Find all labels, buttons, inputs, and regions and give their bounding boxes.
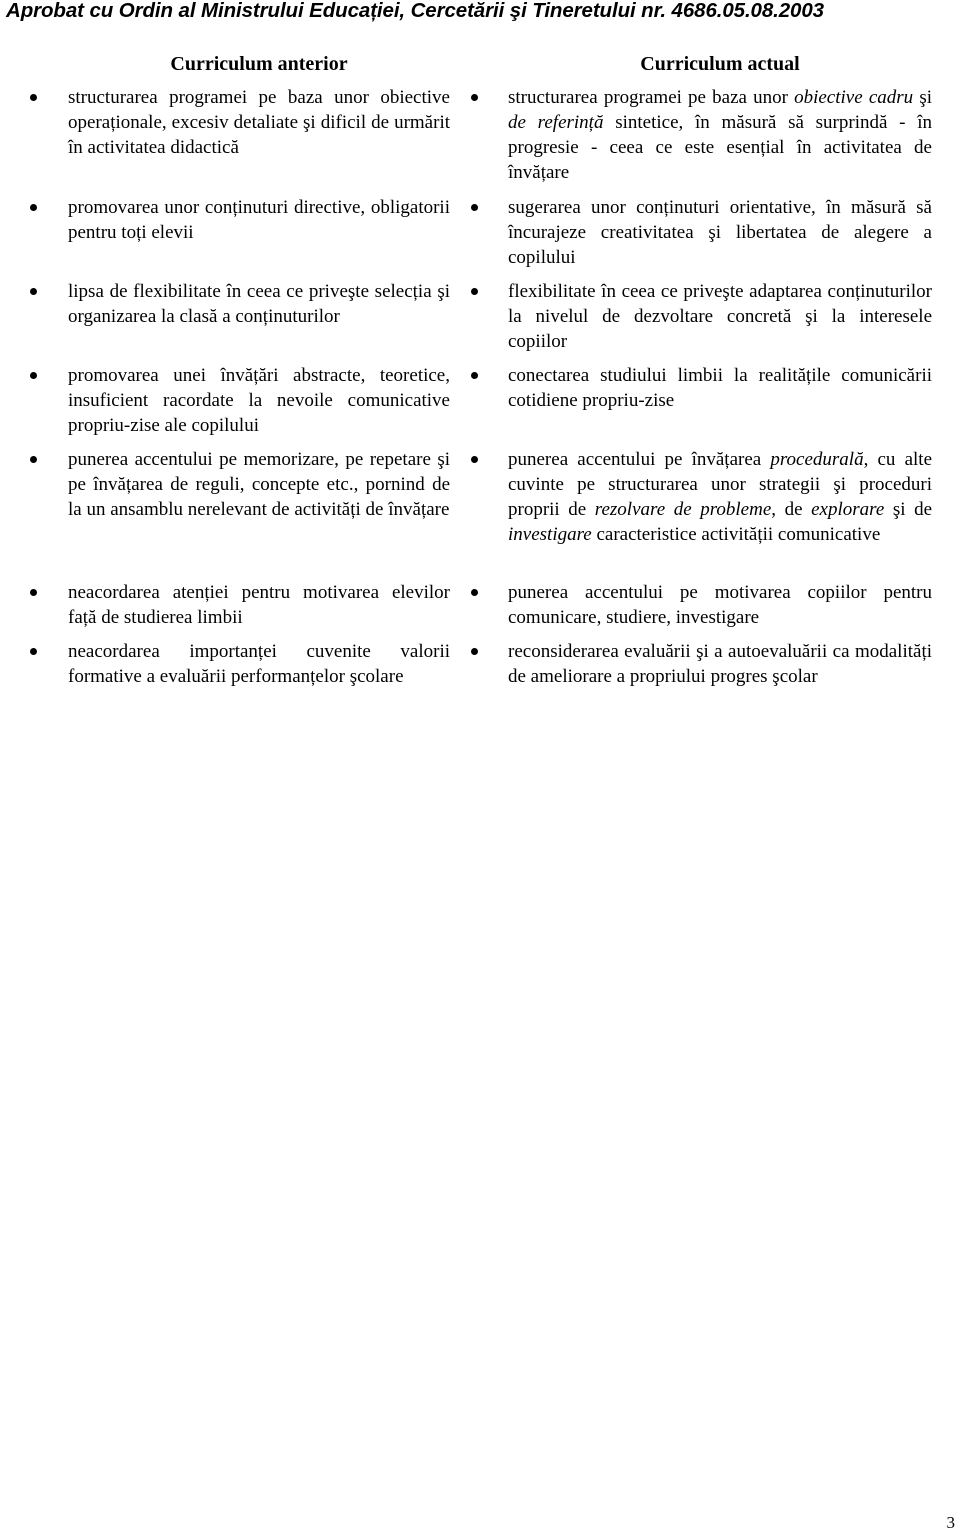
list-item-text: promovarea unor conținuturi directive, obligatorii pentru toți elevii (68, 197, 450, 243)
bullet-icon (30, 94, 37, 101)
bullet-icon (30, 456, 37, 463)
list-item-text: structurarea programei pe baza unor obiective cadru şi de referință sintetice, în măsură să surprindă - în progresie - ceea ce este esențial în activitatea de învățare (508, 87, 932, 183)
heading-current-curriculum: Curriculum actual (640, 53, 800, 75)
list-item-text: reconsiderarea evaluării şi a autoevaluării ca modalități de ameliorare a propriului progres şcolar (508, 641, 932, 687)
list-item-text: neacordarea importanței cuvenite valorii formative a evaluării performanțelor şcolare (68, 641, 450, 687)
list-item-text: punerea accentului pe învățarea procedurală, cu alte cuvinte pe structurarea unor strategii şi proceduri proprii de rezolvare de probleme, de explorare şi de investigare caracteristice activității comunicative (508, 449, 933, 545)
bullet-icon (471, 648, 478, 655)
bullet-icon (30, 648, 37, 655)
bullet-icon (471, 94, 478, 101)
bullet-icon (471, 372, 478, 379)
list-item-text: punerea accentului pe motivarea copiilor pentru comunicare, studiere, investigare (508, 582, 932, 628)
page-number: 3 (946, 1513, 955, 1532)
bullet-icon (471, 288, 478, 295)
list-item-text: punerea accentului pe memorizare, pe repetare şi pe învățarea de reguli, concepte etc., pornind de la un ansamblu nerelevant de activități de învățare (68, 449, 450, 520)
list-item-text: flexibilitate în ceea ce priveşte adaptarea conținuturilor la nivelul de dezvoltare concretă şi la interesele copiilor (508, 281, 932, 352)
bullet-icon (471, 204, 478, 211)
list-item-text: lipsa de flexibilitate în ceea ce priveşte selecția şi organizarea la clasă a conținuturilor (68, 281, 450, 327)
heading-previous-curriculum: Curriculum anterior (170, 53, 348, 75)
list-item-text: neacordarea atenției pentru motivarea elevilor față de studierea limbii (68, 582, 450, 628)
bullet-icon (30, 204, 37, 211)
list-item-text: promovarea unei învățări abstracte, teoretice, insuficient racordate la nevoile comunicative propriu-zise ale copilului (68, 365, 450, 436)
bullet-icon (30, 589, 37, 596)
list-item-text: conectarea studiului limbii la realitățile comunicării cotidiene propriu-zise (508, 365, 932, 411)
bullet-icon (471, 589, 478, 596)
list-item-text: structurarea programei pe baza unor obiective operaționale, excesiv detaliate şi dificil de urmărit în activitatea didactică (68, 87, 450, 158)
bullet-icon (30, 372, 37, 379)
bullet-icon (30, 288, 37, 295)
bullet-icon (471, 456, 478, 463)
list-item-text: sugerarea unor conținuturi orientative, în măsură să încurajeze creativitatea şi libertatea de alegere a copilului (508, 197, 932, 268)
approval-header: Aprobat cu Ordin al Ministrului Educației, Cercetării şi Tineretului nr. 4686.05.08.2003 (6, 0, 824, 22)
